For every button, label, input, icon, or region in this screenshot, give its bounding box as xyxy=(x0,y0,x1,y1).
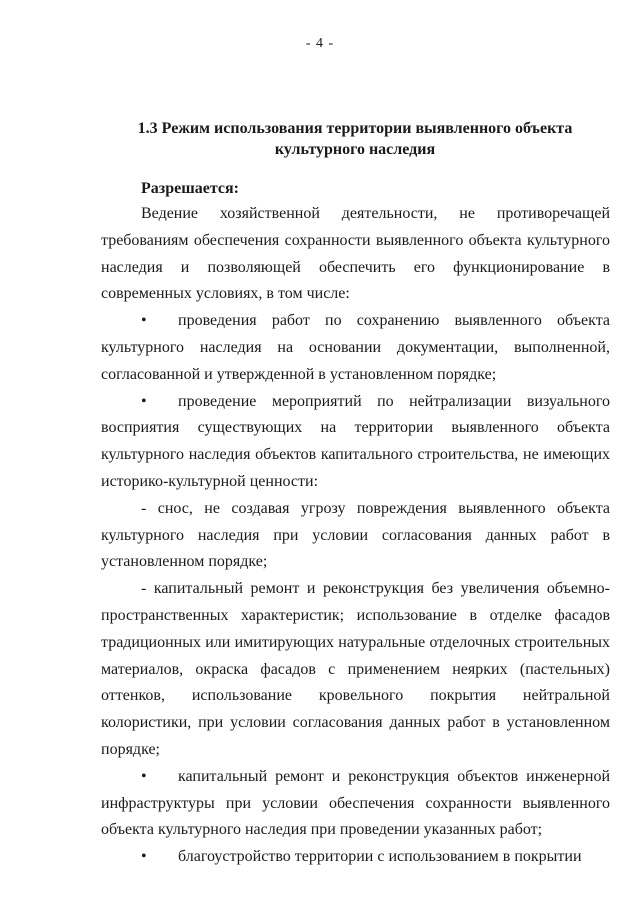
page-number: - 4 - xyxy=(305,36,335,51)
bullet-icon: • xyxy=(141,848,147,866)
list-item-text: проведения работ по сохранению выявленного объекта культурного наследия на основании документации, выполненной, согласованной и утвержденной в установленном порядке; xyxy=(101,312,610,383)
permitted-label: Разрешается: xyxy=(141,180,239,197)
list-item-text: благоустройство территории с использованием в покрытии xyxy=(178,848,582,866)
bullet-icon: • xyxy=(141,392,147,410)
section-heading: 1.3 Режим использования территории выявленного объекта культурного наследия xyxy=(137,120,573,158)
bullet-icon: • xyxy=(141,312,147,330)
list-item: - капитальный ремонт и реконструкция без увеличения объемно-пространственных характеристик; использование в отделке фасадов традиционных или имитирующих натуральные отделочных строительных материалов, окраска фасадов с применением неярких (пастельных) оттенков, использование кровельного покрытия нейтральной колористики, при условии согласования данных работ в установленном порядке; xyxy=(101,580,610,758)
bullet-icon: • xyxy=(141,767,147,785)
list-item: - снос, не создавая угрозу повреждения выявленного объекта культурного наследия при условии согласования данных работ в установленном порядке; xyxy=(101,499,610,571)
list-item xyxy=(101,389,610,496)
list-item xyxy=(101,764,610,844)
body-text xyxy=(101,201,610,871)
list-item-text: проведение мероприятий по нейтрализации визуального восприятия существующих на территории выявленного объекта культурного наследия объектов капитального строительства, не имеющих историко-культурной ценности: xyxy=(101,392,610,490)
list-item-text: капитальный ремонт и реконструкция объектов инженерной инфраструктуры при условии обеспечения сохранности выявленного объекта культурного наследия при проведении указанных работ; xyxy=(101,767,610,839)
intro-paragraph: Ведение хозяйственной деятельности, не противоречащей требованиям обеспечения сохранности выявленного объекта культурного наследия и позволяющей обеспечить его функционирование в современных условиях, в том числе: xyxy=(101,205,610,303)
list-item xyxy=(101,308,610,388)
list-item xyxy=(101,844,610,871)
